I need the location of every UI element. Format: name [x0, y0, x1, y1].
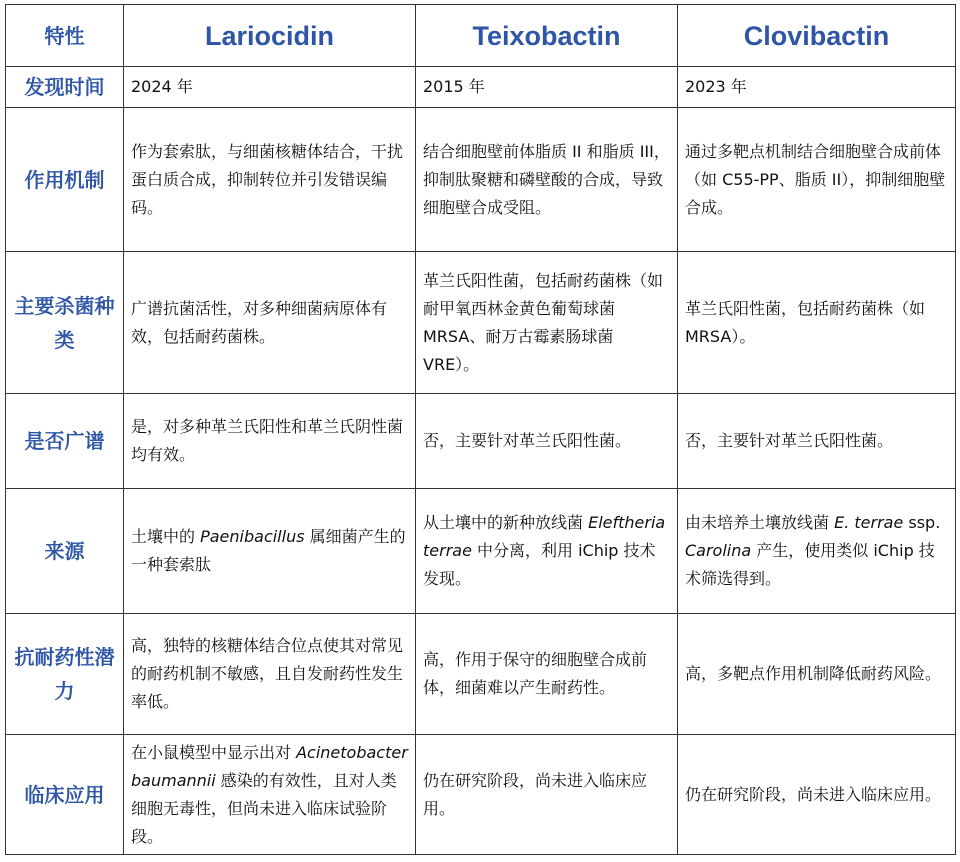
cell-text: 否，主要针对革兰氏阳性菌。 — [423, 431, 632, 450]
italic-species-name: Paenibacillus — [200, 527, 305, 546]
column-header-teixobactin: Teixobactin — [416, 5, 678, 67]
cell-text: 否，主要针对革兰氏阳性菌。 — [685, 431, 894, 450]
cell-text: 感染的有效性，且对人类细胞无毒性，但尚未进入临床试验阶段。 — [131, 770, 397, 846]
table-row — [6, 614, 956, 735]
cell-text: 产生，使用类似 iChip 技术筛选得到。 — [685, 541, 935, 588]
cell-text: 结合细胞壁前体脂质 II 和脂质 III，抑制肽聚糖和磷壁酸的合成，导致细胞壁合成受阻。 — [423, 141, 670, 217]
cell-source-lariocidin — [124, 489, 416, 614]
cell-text: 作为套索肽，与细菌核糖体结合，干扰蛋白质合成，抑制转位并引发错误编码。 — [131, 141, 404, 217]
cell-text: 广谱抗菌活性，对多种细菌病原体有效，包括耐药菌株。 — [131, 298, 388, 346]
row-header-clinical-application: 临床应用 — [6, 735, 124, 855]
cell-mechanism-clovibactin — [678, 108, 956, 252]
comparison-table — [5, 4, 956, 855]
column-header-clovibactin: Clovibactin — [678, 5, 956, 67]
header-row — [6, 5, 956, 67]
cell-discovery-time-clovibactin — [678, 67, 956, 108]
cell-broad-spectrum-lariocidin — [124, 394, 416, 489]
cell-text: 是，对多种革兰氏阳性和革兰氏阴性菌均有效。 — [131, 417, 404, 464]
cell-text: 由未培养土壤放线菌 — [685, 513, 835, 532]
cell-text: 革兰氏阳性菌，包括耐药菌株（如耐甲氧西林金黄色葡萄球菌 MRSA、耐万古霉素肠球菌 VRE）。 — [423, 270, 664, 374]
cell-broad-spectrum-teixobactin — [416, 394, 678, 489]
italic-species-name: Carolina — [685, 541, 752, 560]
table-row — [6, 394, 956, 489]
table-row — [6, 67, 956, 108]
cell-text: 高，作用于保守的细胞壁合成前体，细菌难以产生耐药性。 — [423, 650, 648, 697]
cell-target-bacteria-lariocidin — [124, 252, 416, 394]
cell-target-bacteria-teixobactin — [416, 252, 678, 394]
cell-text: 高，多靶点作用机制降低耐药风险。 — [685, 664, 942, 683]
cell-text: 2023 年 — [685, 77, 747, 96]
cell-text: 仍在研究阶段，尚未进入临床应用。 — [685, 784, 942, 804]
cell-text: 革兰氏阳性菌，包括耐药菌株（如 MRSA）。 — [685, 298, 926, 346]
italic-species-name: Eleftheria terrae — [423, 513, 666, 560]
cell-discovery-time-lariocidin — [124, 67, 416, 108]
cell-text: 高，独特的核糖体结合位点使其对常见的耐药机制不敏感，且自发耐药性发生率低。 — [131, 636, 404, 711]
cell-text: 2024 年 — [131, 77, 193, 96]
cell-broad-spectrum-clovibactin — [678, 394, 956, 489]
cell-source-clovibactin — [678, 489, 956, 614]
cell-discovery-time-teixobactin — [416, 67, 678, 108]
cell-text: 从土壤中的新种放线菌 — [423, 513, 589, 532]
row-header-target-bacteria: 主要杀菌种类 — [6, 252, 124, 394]
cell-text: 土壤中的 — [131, 527, 201, 546]
table-row — [6, 489, 956, 614]
cell-text: 通过多靶点机制结合细胞壁合成前体（如 C55-PP、脂质 II），抑制细胞壁合成。 — [685, 141, 946, 217]
row-header-resistance-potential: 抗耐药性潜力 — [6, 614, 124, 735]
cell-text: 2015 年 — [423, 77, 485, 96]
cell-mechanism-teixobactin — [416, 108, 678, 252]
cell-mechanism-lariocidin — [124, 108, 416, 252]
cell-clinical-application-lariocidin — [124, 735, 416, 855]
cell-resistance-potential-teixobactin — [416, 614, 678, 735]
comparison-table-wrapper — [5, 4, 956, 855]
table-row — [6, 252, 956, 394]
italic-species-name: E. terrae — [834, 513, 904, 532]
italic-species-name: Acinetobacter baumannii — [131, 742, 408, 790]
cell-text: 属细菌产生的一种套索肽 — [131, 527, 406, 574]
cell-resistance-potential-clovibactin — [678, 614, 956, 735]
corner-header: 特性 — [6, 5, 124, 67]
cell-clinical-application-clovibactin — [678, 735, 956, 855]
table-row — [6, 108, 956, 252]
cell-text: ssp. — [903, 513, 941, 532]
cell-text: 仍在研究阶段，尚未进入临床应用。 — [423, 770, 648, 818]
column-header-lariocidin: Lariocidin — [124, 5, 416, 67]
cell-text: 中分离，利用 iChip 技术发现。 — [423, 541, 656, 588]
cell-resistance-potential-lariocidin — [124, 614, 416, 735]
row-header-broad-spectrum: 是否广谱 — [6, 394, 124, 489]
row-header-mechanism: 作用机制 — [6, 108, 124, 252]
row-header-discovery-time: 发现时间 — [6, 67, 124, 108]
cell-text: 在小鼠模型中显示出对 — [131, 742, 297, 762]
cell-clinical-application-teixobactin — [416, 735, 678, 855]
row-header-source: 来源 — [6, 489, 124, 614]
cell-target-bacteria-clovibactin — [678, 252, 956, 394]
table-row — [6, 735, 956, 855]
cell-source-teixobactin — [416, 489, 678, 614]
